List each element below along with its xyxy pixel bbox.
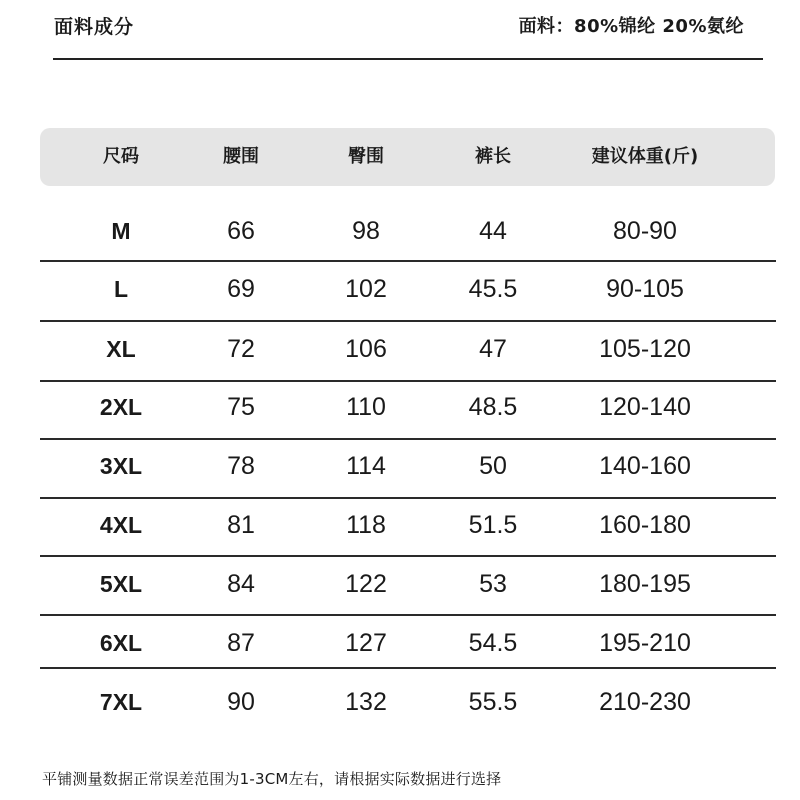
row-divider (40, 667, 776, 669)
cell-length: 53 (479, 570, 507, 598)
cell-waist: 90 (227, 688, 255, 716)
table-row (0, 555, 800, 613)
row-divider (40, 438, 776, 440)
cell-weight: 90-105 (606, 275, 684, 303)
table-row (0, 614, 800, 672)
cell-waist: 69 (227, 275, 255, 303)
table-row (0, 673, 800, 731)
cell-length: 54.5 (468, 629, 518, 657)
cell-weight: 210-230 (599, 688, 691, 716)
cell-hip: 122 (345, 570, 387, 598)
table-row (0, 496, 800, 554)
cell-size: 4XL (99, 512, 143, 538)
cell-size: 5XL (99, 571, 143, 597)
table-header (40, 128, 775, 186)
cell-waist: 81 (227, 511, 255, 539)
column-header-hip: 臀围 (348, 146, 384, 167)
cell-hip: 110 (346, 393, 386, 421)
cell-length: 48.5 (468, 393, 518, 421)
row-divider (40, 320, 776, 322)
column-header-size: 尺码 (103, 146, 139, 167)
cell-waist: 78 (227, 452, 255, 480)
cell-weight: 160-180 (599, 511, 691, 539)
cell-size: 7XL (99, 689, 143, 715)
cell-length: 51.5 (468, 511, 518, 539)
cell-length: 47 (479, 335, 507, 363)
cell-weight: 120-140 (599, 393, 691, 421)
cell-hip: 102 (345, 275, 387, 303)
table-row (0, 437, 800, 495)
row-divider (40, 380, 776, 382)
row-divider (40, 260, 776, 262)
table-row (0, 260, 800, 318)
cell-weight: 180-195 (599, 570, 691, 598)
table-row (0, 378, 800, 436)
cell-hip: 118 (346, 511, 386, 539)
cell-size: 2XL (99, 394, 143, 420)
cell-hip: 114 (346, 452, 386, 480)
cell-length: 44 (479, 217, 507, 245)
cell-length: 45.5 (468, 275, 518, 303)
cell-waist: 75 (227, 393, 255, 421)
cell-waist: 72 (227, 335, 255, 363)
cell-waist: 66 (227, 217, 255, 245)
column-header-waist: 腰围 (223, 146, 259, 167)
cell-size: XL (106, 336, 136, 362)
header-title: 面料成分 (54, 16, 135, 38)
cell-length: 55.5 (468, 688, 518, 716)
table-row (0, 202, 800, 260)
cell-waist: 84 (227, 570, 255, 598)
column-header-weight: 建议体重(斤) (591, 146, 699, 167)
cell-hip: 127 (345, 629, 387, 657)
measurement-note: 平铺测量数据正常误差范围为1-3CM左右，请根据实际数据进行选择 (42, 770, 502, 788)
cell-size: L (113, 276, 129, 302)
fabric-composition: 面料：80%锦纶 20%氨纶 (518, 16, 744, 37)
cell-size: 6XL (99, 630, 143, 656)
cell-hip: 98 (352, 217, 380, 245)
cell-waist: 87 (227, 629, 255, 657)
cell-length: 50 (479, 452, 507, 480)
cell-size: 3XL (99, 453, 143, 479)
header-divider (53, 58, 763, 60)
table-row (0, 320, 800, 378)
cell-weight: 140-160 (599, 452, 691, 480)
cell-hip: 106 (345, 335, 387, 363)
cell-weight: 195-210 (599, 629, 691, 657)
column-header-length: 裤长 (475, 146, 511, 167)
cell-hip: 132 (345, 688, 387, 716)
cell-weight: 105-120 (599, 335, 691, 363)
row-divider (40, 555, 776, 557)
cell-size: M (111, 218, 131, 244)
row-divider (40, 614, 776, 616)
cell-weight: 80-90 (613, 217, 677, 245)
row-divider (40, 497, 776, 499)
